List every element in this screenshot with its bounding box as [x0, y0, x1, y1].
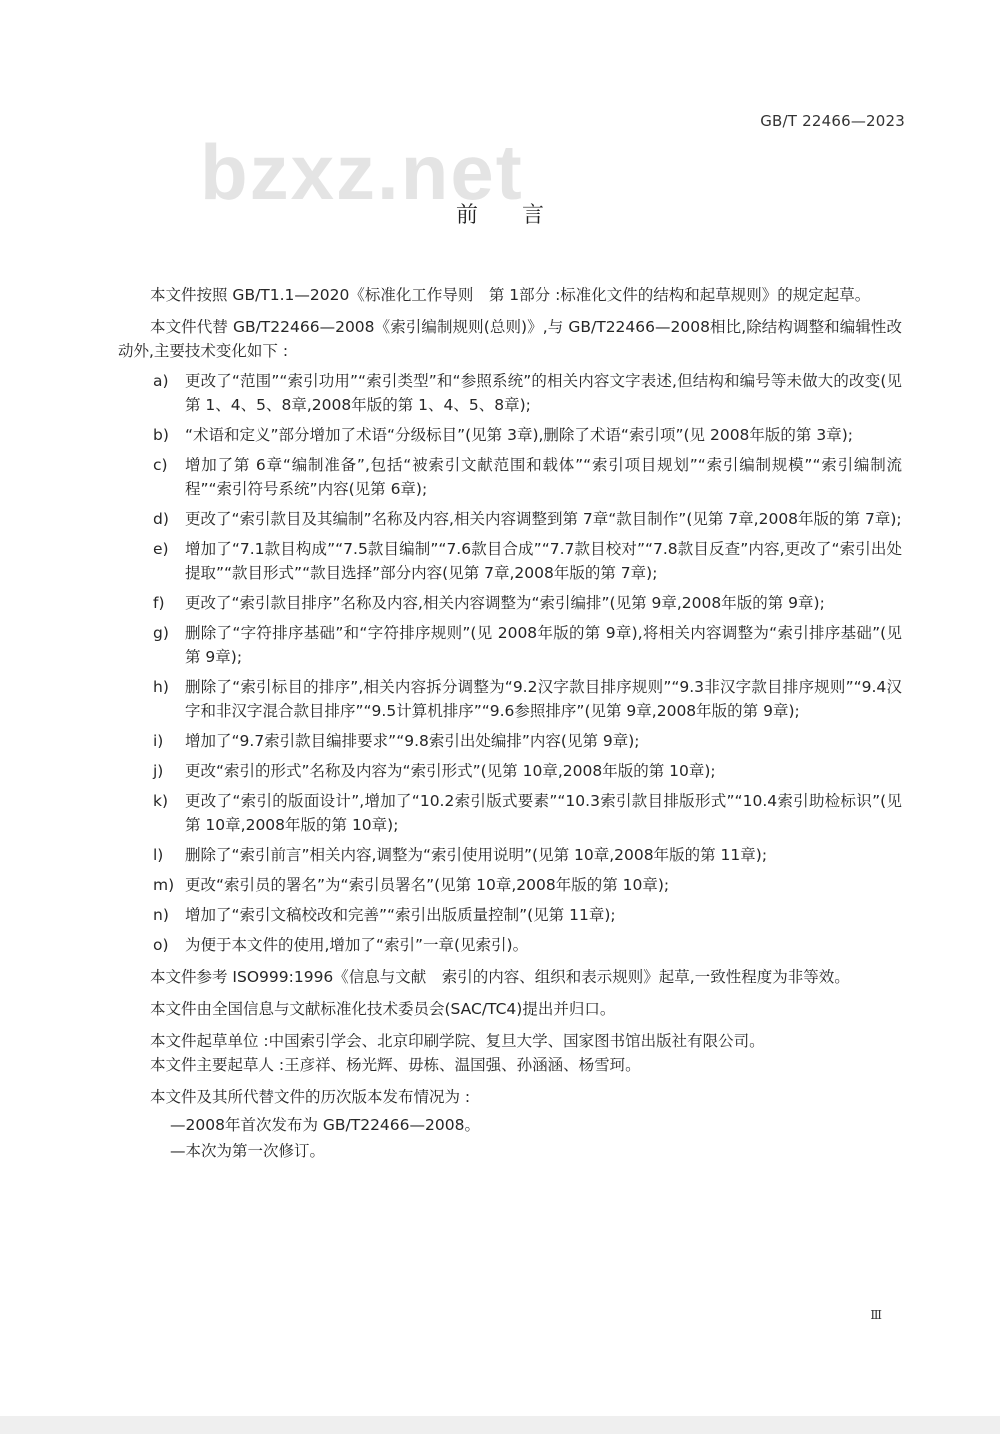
paragraph-history-intro: 本文件及其所代替文件的历次版本发布情况为 :	[150, 1088, 471, 1106]
paragraph-iso-reference: 本文件参考 ISO999:1996《信息与文献 索引的内容、组织和表示规则》起草,一致性程度为非等效。	[150, 968, 850, 986]
list-marker: k)	[153, 792, 169, 810]
list-item-text: 增加了“索引文稿校改和完善”“索引出版质量控制”(见第 11章);	[185, 906, 616, 924]
paragraph-drafting-basis: 本文件按照 GB/T1.1—2020《标准化工作导则 第 1部分 :标准化文件的结构和起草规则》的规定起草。	[150, 286, 871, 304]
paragraph-drafting-units: 本文件起草单位 :中国索引学会、北京印刷学院、复旦大学、国家图书馆出版社有限公司。	[150, 1032, 765, 1050]
list-marker: f)	[153, 594, 165, 612]
list-item-text: “术语和定义”部分增加了术语“分级标目”(见第 3章),删除了术语“索引项”(见 2008年版的第 3章);	[185, 426, 853, 444]
list-item-text: 删除了“索引前言”相关内容,调整为“索引使用说明”(见第 10章,2008年版的第 11章);	[185, 846, 768, 864]
list-item-text: 增加了“7.1款目构成”“7.5款目编制”“7.6款目合成”“7.7款目校对”“7.8款目反查”内容,更改了“索引出处提取”“款目形式”“款目选择”部分内容(见第 7章,2008年版的第 7章);	[185, 540, 902, 582]
list-marker: e)	[153, 540, 169, 558]
watermark: bzxz.net	[200, 128, 524, 216]
list-item	[118, 873, 902, 897]
list-marker: c)	[153, 456, 168, 474]
list-marker: d)	[153, 510, 169, 528]
history-item: —本次为第一次修订。	[170, 1142, 326, 1160]
list-item	[118, 933, 902, 957]
foreword-body	[118, 283, 902, 1163]
list-item	[118, 843, 902, 867]
list-item-text: 更改“索引的形式”名称及内容为“索引形式”(见第 10章,2008年版的第 10章);	[185, 762, 716, 780]
list-marker: h)	[153, 678, 169, 696]
list-item	[118, 537, 902, 585]
version-history	[118, 1113, 902, 1163]
paragraph-drafters: 本文件主要起草人 :王彦祥、杨光辉、毋栋、温国强、孙涵涵、杨雪珂。	[150, 1056, 641, 1074]
viewer-bottom-bar	[0, 1416, 1000, 1434]
list-item	[118, 621, 902, 669]
list-marker: a)	[153, 372, 169, 390]
list-marker: b)	[153, 426, 169, 444]
page-number: Ⅲ	[870, 1308, 882, 1322]
list-item	[118, 759, 902, 783]
paragraph-replacement: 本文件代替 GB/T22466—2008《索引编制规则(总则)》,与 GB/T22466—2008相比,除结构调整和编辑性改动外,主要技术变化如下 :	[118, 318, 902, 360]
change-list	[118, 369, 902, 957]
list-marker: l)	[153, 846, 164, 864]
list-item	[118, 423, 902, 447]
list-item	[118, 369, 902, 417]
list-marker: o)	[153, 936, 169, 954]
list-item-text: 更改了“索引款目排序”名称及内容,相关内容调整为“索引编排”(见第 9章,2008年版的第 9章);	[185, 594, 825, 612]
list-item	[118, 675, 902, 723]
list-item	[118, 903, 902, 927]
list-marker: n)	[153, 906, 169, 924]
list-marker: m)	[153, 876, 175, 894]
standard-number: GB/T 22466—2023	[760, 112, 905, 130]
list-item-text: 删除了“字符排序基础”和“字符排序规则”(见 2008年版的第 9章),将相关内容调整为“索引排序基础”(见第 9章);	[185, 624, 902, 666]
list-item-text: 更改了“索引款目及其编制”名称及内容,相关内容调整到第 7章“款目制作”(见第 7章,2008年版的第 7章);	[185, 510, 902, 528]
paragraph-technical-committee: 本文件由全国信息与文献标准化技术委员会(SAC/TC4)提出并归口。	[150, 1000, 616, 1018]
list-item-text: 删除了“索引标目的排序”,相关内容拆分调整为“9.2汉字款目排序规则”“9.3非汉字款目排序规则”“9.4汉字和非汉字混合款目排序”“9.5计算机排序”“9.6参照排序”(见第 9章,2008年版的第 9章);	[185, 678, 902, 720]
list-marker: g)	[153, 624, 169, 642]
list-item-text: 为便于本文件的使用,增加了“索引”一章(见索引)。	[185, 936, 529, 954]
list-item	[118, 507, 902, 531]
page-title: 前言	[455, 203, 588, 228]
list-item-text: 增加了第 6章“编制准备”,包括“被索引文献范围和载体”“索引项目规划”“索引编制规模”“索引编制流程”“索引符号系统”内容(见第 6章);	[185, 456, 902, 498]
list-marker: j)	[153, 762, 164, 780]
list-item-text: 增加了“9.7索引款目编排要求”“9.8索引出处编排”内容(见第 9章);	[185, 732, 640, 750]
list-item	[118, 591, 902, 615]
list-item-text: 更改了“索引的版面设计”,增加了“10.2索引版式要素”“10.3索引款目排版形式”“10.4索引助检标识”(见第 10章,2008年版的第 10章);	[185, 792, 902, 834]
history-item: —2008年首次发布为 GB/T22466—2008。	[170, 1116, 480, 1134]
list-marker: i)	[153, 732, 164, 750]
list-item	[118, 789, 902, 837]
list-item-text: 更改了“范围”“索引功用”“索引类型”和“参照系统”的相关内容文字表述,但结构和编号等未做大的改变(见第 1、4、5、8章,2008年版的第 1、4、5、8章);	[185, 372, 902, 414]
list-item	[118, 729, 902, 753]
list-item-text: 更改“索引员的署名”为“索引员署名”(见第 10章,2008年版的第 10章);	[185, 876, 670, 894]
list-item	[118, 453, 902, 501]
